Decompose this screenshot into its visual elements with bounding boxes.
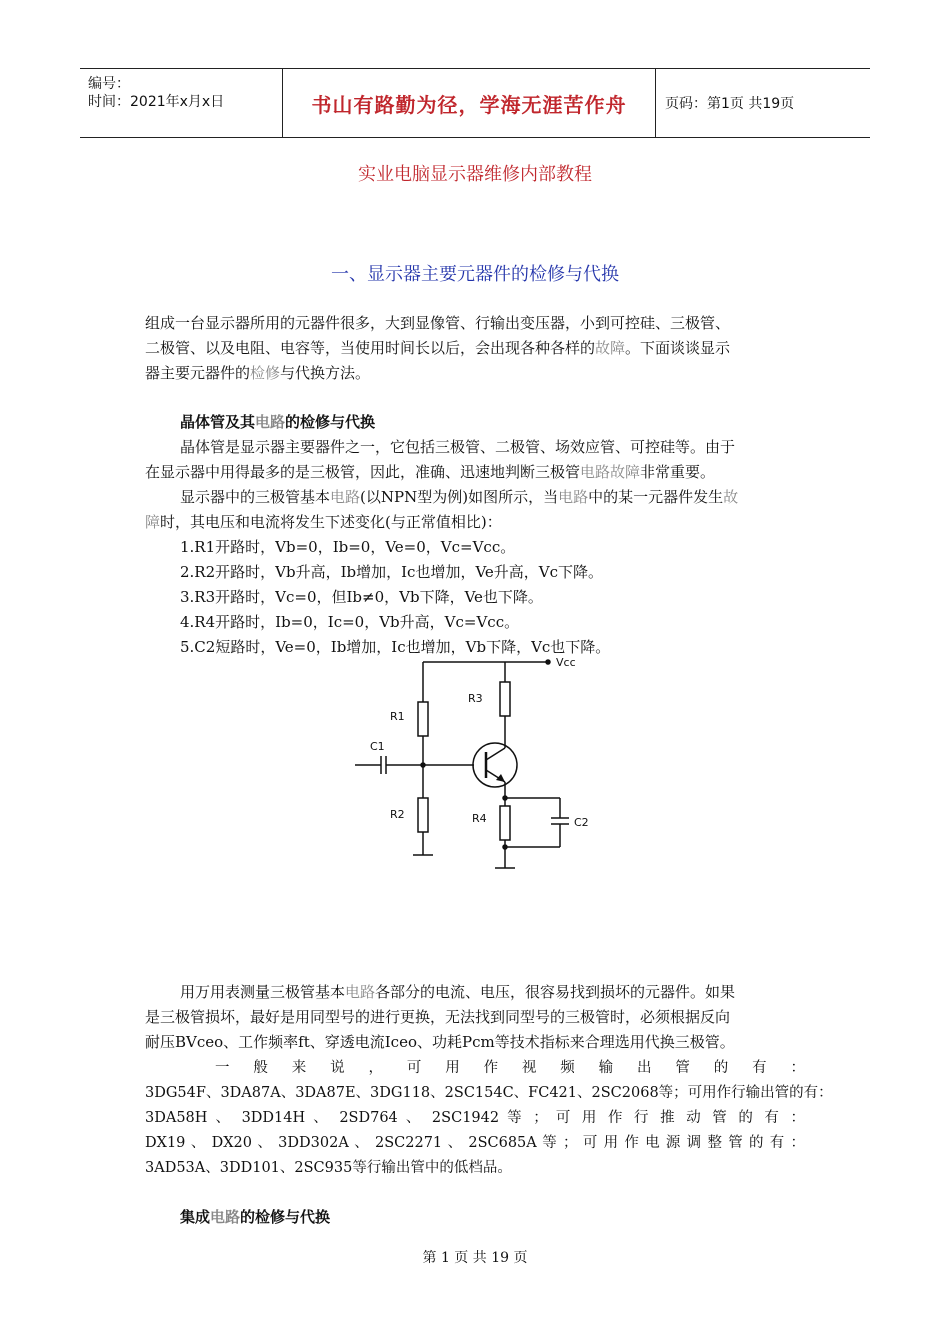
link-fault[interactable]: 障 — [145, 513, 161, 531]
subheading-text: 集成 — [180, 1208, 211, 1226]
p3-line-3: 耐压BVceo、工作频率ft、穿透电流Iceo、功耗Pcm等技术指标来合理选用代换三极管。 — [145, 1033, 735, 1051]
motto: 书山有路勤为径，学海无涯苦作舟 — [311, 92, 627, 117]
vcc-node — [546, 660, 550, 664]
p1-line-1: 晶体管是显示器主要器件之一，它包括三极管、二极管、场效应管、可控硅等。由于 — [180, 438, 736, 456]
header-left-cell — [80, 69, 282, 137]
resistor-r2 — [418, 798, 428, 832]
resistor-r3 — [500, 682, 510, 716]
label-r4: R4 — [472, 812, 487, 825]
link-circuit[interactable]: 电路 — [210, 1208, 241, 1226]
header-page-cell — [655, 69, 870, 137]
label-r1: R1 — [390, 710, 405, 723]
p2-text: 中的某一元器件发生 — [588, 488, 724, 506]
page-footer: 第 1 页 共 19 页 — [422, 1250, 528, 1266]
label-r3: R3 — [468, 692, 483, 705]
intro-text: 二极管、以及电阻、电容等，当使用时间长以后，会出现各种各样的 — [145, 339, 596, 357]
p2-line-1 — [180, 486, 738, 507]
link-circuit[interactable]: 电路 — [345, 983, 376, 1001]
page-info: 页码：第1页 共19页 — [665, 96, 795, 112]
link-circuit-fault[interactable]: 电路故障 — [580, 463, 641, 481]
p4-line-1: 一 般 来 说 ， 可 用 作 视 频 输 出 管 的 有 ： — [215, 1060, 805, 1076]
label-c1: C1 — [370, 740, 385, 753]
subheading-text: 晶体管及其 — [180, 413, 256, 431]
link-circuit[interactable]: 电路 — [330, 488, 361, 506]
transistor-body — [473, 743, 517, 787]
intro-text: 。下面谈谈显示 — [625, 339, 731, 357]
intro-line-1: 组成一台显示器所用的元器件很多，大到显像管、行输出变压器，小到可控硅、三极管、 — [145, 314, 731, 332]
fault-item: 1.R1开路时，Vb=0，Ib=0，Ve=0，Vc=Vcc。 — [180, 538, 516, 556]
p1-text: 在显示器中用得最多的是三极管，因此，准确、迅速地判断三极管 — [145, 463, 581, 481]
header-motto-cell — [282, 69, 656, 137]
intro-line-3 — [145, 362, 370, 383]
subheading-transistor — [180, 411, 375, 432]
transistor-collector — [486, 748, 505, 760]
p4-line-4: DX19 、 DX20 、 3DD302A 、 2SC2271 、 2SC685A 等 ； 可 用 作 电 源 调 整 管 的 有 ： — [145, 1135, 805, 1151]
link-fault[interactable]: 故 — [723, 488, 739, 506]
p1-line-2 — [145, 461, 715, 482]
fault-item: 2.R2开路时，Vb升高，Ib增加，Ic也增加，Ve升高，Vc下降。 — [180, 563, 604, 581]
intro-text: 器主要元器件的 — [145, 364, 251, 382]
label-c2: C2 — [574, 816, 589, 829]
section-title: 一、显示器主要元器件的检修与代换 — [331, 264, 619, 285]
link-circuit[interactable]: 电路 — [255, 413, 286, 431]
p2-text: (以NPN型为例)如图所示，当 — [360, 488, 559, 506]
link-circuit[interactable]: 电路 — [558, 488, 589, 506]
ground-node — [503, 845, 507, 849]
subheading-text: 的检修与代换 — [285, 413, 376, 431]
p3-text: 用万用表测量三极管基本 — [180, 983, 346, 1001]
date-label: 时间：2021年x月x日 — [88, 94, 225, 110]
npn-circuit-diagram — [350, 650, 600, 875]
p4-line-5: 3AD53A、3DD101、2SC935等行输出管中的低档品。 — [145, 1160, 512, 1176]
intro-line-2 — [145, 337, 730, 358]
fault-item: 3.R3开路时，Vc=0，但Ib≠0，Vb下降，Ve也下降。 — [180, 588, 543, 606]
label-r2: R2 — [390, 808, 405, 821]
subheading-ic — [180, 1206, 330, 1227]
link-fault[interactable]: 故障 — [595, 339, 626, 357]
intro-text: 与代换方法。 — [280, 364, 371, 382]
resistor-r1 — [418, 702, 428, 736]
number-label: 编号： — [88, 76, 130, 92]
fault-item: 5.C2短路时，Ve=0，Ib增加，Ic也增加，Vb下降，Vc也下降。 — [180, 638, 611, 656]
p2-line-2 — [145, 511, 502, 532]
subheading-text: 的检修与代换 — [240, 1208, 331, 1226]
header-table — [80, 68, 870, 138]
document-title: 实业电脑显示器维修内部教程 — [358, 164, 592, 185]
base-node — [421, 763, 425, 767]
link-repair[interactable]: 检修 — [250, 364, 281, 382]
p3-line-1 — [180, 981, 735, 1002]
p2-text: 时，其电压和电流将发生下述变化(与正常值相比)： — [160, 513, 502, 531]
p4-line-3: 3DA58H 、 3DD14H 、 2SD764 、 2SC1942 等 ； 可 用 作 行 推 动 管 的 有 ： — [145, 1110, 805, 1126]
p1-text: 非常重要。 — [640, 463, 716, 481]
p2-text: 显示器中的三极管基本 — [180, 488, 331, 506]
resistor-r4 — [500, 806, 510, 840]
p4-line-2: 3DG54F、3DA87A、3DA87E、3DG118、2SC154C、FC421、2SC2068等；可用作行输出管的有： — [145, 1085, 833, 1101]
p3-text: 各部分的电流、电压，很容易找到损坏的元器件。如果 — [375, 983, 736, 1001]
p3-line-2: 是三极管损坏，最好是用同型号的进行更换，无法找到同型号的三极管时，必须根据反向 — [145, 1008, 731, 1026]
fault-item: 4.R4开路时，Ib=0，Ic=0，Vb升高，Vc=Vcc。 — [180, 613, 520, 631]
label-vcc: Vcc — [556, 656, 576, 669]
